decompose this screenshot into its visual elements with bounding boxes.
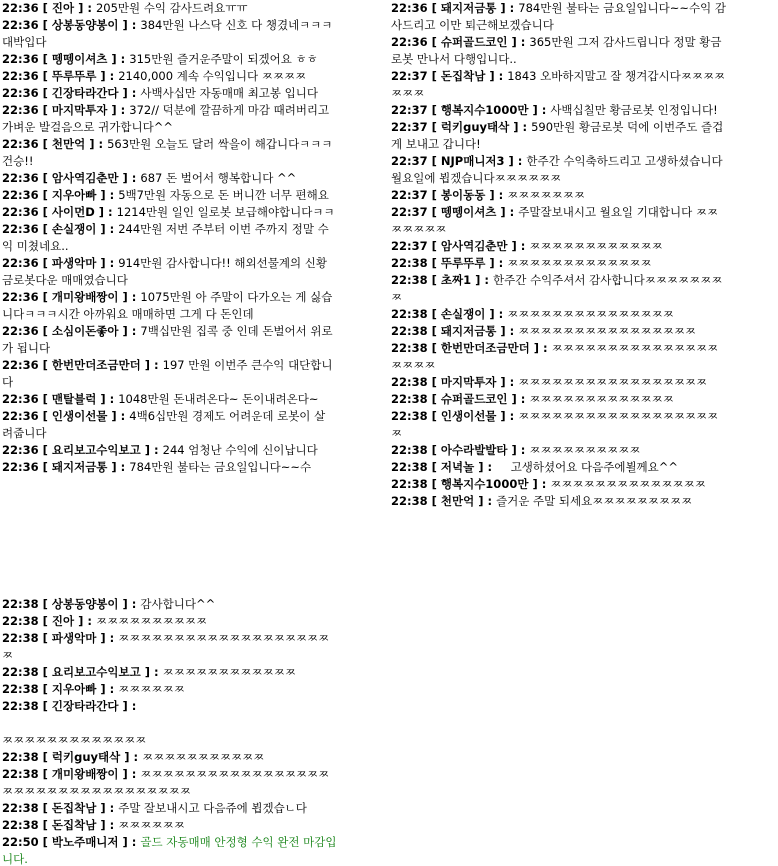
message-username: 봉이동동 — [440, 188, 486, 202]
chat-message-header: 22:36 [ 뗑뗑이셔츠 ] : — [2, 52, 130, 66]
message-text: ㅉㅉㅉㅉㅉㅉㅉㅉㅉㅉㅉㅉㅉㅉㅉㅉㅉㅉㅉㅉ — [2, 631, 330, 662]
message-text: ㅉㅉㅉㅉㅉㅉ — [118, 818, 185, 832]
message-username: 진아 — [51, 1, 75, 15]
message-text: 784만원 불타는 금요일입니다~~수 — [129, 460, 312, 474]
message-text: 고생하셨어요 다음주에뵐께요^^ — [496, 460, 679, 474]
message-text: 914만원 감사합니다!! 해외선물계의 신황금로봇다운 매매였습니다 — [2, 256, 327, 287]
chat-message-header: 22:38 [ 지우아빠 ] : — [2, 682, 119, 696]
message-time: 22:36 — [391, 35, 428, 49]
chat-log-panel-2 — [389, 0, 727, 528]
chat-message — [0, 289, 336, 323]
chat-message — [0, 630, 340, 664]
message-time: 22:38 — [391, 273, 428, 287]
chat-message — [0, 204, 336, 221]
chat-message — [0, 221, 336, 255]
chat-message-header: 22:37 [ 럭키guy태삭 ] : — [391, 120, 532, 134]
chat-message-header: 22:36 [ 암사역김춘만 ] : — [2, 171, 141, 185]
chat-message — [0, 817, 340, 834]
message-username: 요리보고수익보고 — [51, 443, 141, 457]
message-username: 파생악마 — [51, 256, 97, 270]
chat-message-header: 22:38 [ 진아 ] : — [2, 614, 96, 628]
chat-log-panel-3 — [0, 596, 340, 866]
chat-message — [0, 596, 340, 613]
message-time: 22:38 — [2, 631, 39, 645]
chat-message-header: 22:37 [ 암사역김춘만 ] : — [391, 239, 530, 253]
message-time: 22:36 — [2, 1, 39, 15]
message-username: 뗑뗑이셔츠 — [440, 205, 497, 219]
message-time: 22:36 — [2, 52, 39, 66]
chat-message-header: 22:38 [ 행복지수1000만 ] : — [391, 477, 551, 491]
chat-message — [0, 85, 336, 102]
chat-message — [0, 681, 340, 698]
chat-message-header: 22:36 [ 돼지저금통 ] : — [2, 460, 130, 474]
chat-message-header: 22:36 [ 상봉동양봉이 ] : — [2, 18, 141, 32]
message-username: 요리보고수익보고 — [51, 665, 141, 679]
message-username: 긴장타라간다 — [51, 86, 119, 100]
message-text: 315만원 즐거운주말이 되겠어요 ㅎㅎ — [129, 52, 318, 66]
message-username: 마지막투자 — [440, 375, 497, 389]
chat-message-header: 22:38 [ 손실쟁이 ] : — [391, 307, 508, 321]
message-text: 5백7만원 자동으로 돈 버니깐 너무 편해요 — [118, 188, 329, 202]
message-time: 22:38 — [391, 477, 428, 491]
message-time: 22:36 — [2, 324, 39, 338]
message-text: 2140,000 계속 수익입니다 ㅉㅉㅉㅉ — [118, 69, 307, 83]
chat-message-header: 22:36 [ 개미왕배짱이 ] : — [2, 290, 141, 304]
message-text: 1214만원 일인 일로봇 보급해야합니다ㅋㅋ — [116, 205, 335, 219]
message-time: 22:37 — [391, 69, 428, 83]
message-username: 행복지수1000만 — [440, 103, 529, 117]
message-text: ㅉㅉㅉㅉㅉㅉㅉㅉㅉㅉㅉㅉㅉ — [529, 392, 674, 406]
chat-message-header: 22:38 [ 슈퍼골드코인 ] : — [391, 392, 530, 406]
chat-message — [0, 698, 340, 749]
message-username: 손실쟁이 — [440, 307, 486, 321]
message-time: 22:38 — [391, 443, 428, 457]
message-username: 인생이선물 — [440, 409, 497, 423]
message-username: 럭키guy태삭 — [51, 750, 121, 764]
chat-message — [389, 476, 727, 493]
chat-message — [389, 34, 727, 68]
message-time: 22:38 — [391, 494, 428, 508]
chat-message-header: 22:36 [ 손실쟁이 ] : — [2, 222, 119, 236]
chat-message-header: 22:50 [ 박노주매니저 ] : — [2, 835, 141, 849]
message-time: 22:38 — [391, 256, 428, 270]
chat-message — [0, 800, 340, 817]
chat-message-header: 22:38 [ 상봉동양봉이 ] : — [2, 597, 141, 611]
chat-message-header: 22:38 [ 개미왕배짱이 ] : — [2, 767, 141, 781]
message-text: ㅉㅉㅉㅉㅉㅉㅉㅉㅉㅉㅉ — [142, 750, 265, 764]
chat-message — [389, 187, 727, 204]
message-time: 22:37 — [391, 188, 428, 202]
chat-message — [389, 153, 727, 187]
chat-message-header: 22:38 [ 긴장타라간다 ] : — [2, 699, 141, 713]
message-time: 22:36 — [2, 222, 39, 236]
chat-message — [0, 68, 336, 85]
chat-message — [0, 408, 336, 442]
chat-message-header: 22:37 [ 행복지수1000만 ] : — [391, 103, 551, 117]
chat-message-header: 22:38 [ 아수라발발타 ] : — [391, 443, 530, 457]
chat-message-header: 22:38 [ 한번만더조금만더 ] : — [391, 341, 552, 355]
chat-message — [389, 272, 727, 306]
message-username: 개미왕배짱이 — [51, 290, 119, 304]
chat-message — [389, 255, 727, 272]
message-time: 22:37 — [391, 103, 428, 117]
message-text: ㅉㅉㅉㅉㅉㅉㅉㅉㅉㅉㅉㅉㅉ — [2, 733, 147, 747]
message-time: 22:36 — [2, 290, 39, 304]
message-username: 천만억 — [51, 137, 86, 151]
message-username: 돼지저금통 — [51, 460, 108, 474]
message-time: 22:36 — [2, 171, 39, 185]
message-text: 784만원 불타는 금요일입니다~~수익 감사드리고 이만 퇴근해보겠습니다 — [391, 1, 727, 32]
message-username: 초짜1 — [440, 273, 472, 287]
message-username: 한번만더조금만더 — [51, 358, 141, 372]
chat-message — [389, 459, 727, 476]
message-text: ㅉㅉㅉㅉㅉㅉㅉㅉㅉㅉㅉㅉㅉㅉㅉㅉㅉㅉㅉ — [391, 341, 719, 372]
message-time: 22:36 — [2, 460, 39, 474]
chat-message-header: 22:38 [ 요리보고수익보고 ] : — [2, 665, 163, 679]
message-text: 687 돈 벌어서 행복합니다 ^^ — [140, 171, 297, 185]
message-username: 긴장타라간다 — [51, 699, 119, 713]
message-username: 파생악마 — [51, 631, 97, 645]
message-text: ㅉㅉㅉㅉㅉㅉㅉㅉㅉㅉㅉㅉㅉㅉ — [550, 477, 706, 491]
chat-message — [0, 255, 336, 289]
message-time: 22:37 — [391, 239, 428, 253]
chat-message-header: 22:37 [ 돈집착남 ] : — [391, 69, 508, 83]
message-text: 197 만원 이번주 큰수익 대단합니다 — [2, 358, 333, 389]
message-text: ㅉㅉㅉㅉㅉㅉㅉ — [507, 188, 585, 202]
message-text: 372// 덕분에 깔끔하게 마감 때려버리고 가벼운 발걸음으로 귀가합니다^^ — [2, 103, 333, 134]
message-time: 22:50 — [2, 835, 39, 849]
chat-message-header: 22:38 [ 돈집착남 ] : — [2, 801, 119, 815]
chat-message — [389, 340, 727, 374]
chat-message — [389, 306, 727, 323]
chat-message — [0, 136, 336, 170]
chat-message — [389, 238, 727, 255]
message-time: 22:36 — [2, 205, 39, 219]
chat-message-header: 22:36 [ 뚜루뚜루 ] : — [2, 69, 119, 83]
message-time: 22:37 — [391, 205, 428, 219]
chat-message — [389, 408, 727, 442]
message-username: 인생이선물 — [51, 409, 108, 423]
message-time: 22:38 — [2, 750, 39, 764]
message-username: 지우아빠 — [51, 682, 97, 696]
chat-message — [0, 442, 336, 459]
message-text: 골드 자동매매 안정형 수익 완전 마감입니다. — [2, 835, 337, 866]
chat-message-header: 22:38 [ 저녁놀 ] : — [391, 460, 497, 474]
message-text: 한주간 수익축하드리고 고생하셨습니다 월요일에 뵙겠습니다ㅉㅉㅉㅉㅉㅉ — [391, 154, 727, 185]
chat-message — [0, 170, 336, 187]
chat-message-header: 22:38 [ 마지막투자 ] : — [391, 375, 519, 389]
message-username: 사이먼D — [51, 205, 95, 219]
chat-message — [389, 391, 727, 408]
message-time: 22:37 — [391, 120, 428, 134]
chat-message-header: 22:36 [ 긴장타라간다 ] : — [2, 86, 141, 100]
chat-message — [389, 442, 727, 459]
chat-message-header: 22:36 [ 맨탈블럭 ] : — [2, 392, 119, 406]
message-username: 천만억 — [440, 494, 475, 508]
chat-message-header: 22:38 [ 천만억 ] : — [391, 494, 497, 508]
message-time: 22:36 — [2, 18, 39, 32]
chat-message — [389, 493, 727, 510]
message-username: 저녁놀 — [440, 460, 475, 474]
message-username: 뚜루뚜루 — [51, 69, 97, 83]
message-text: 205만원 수익 감사드려요ㅠㅠ — [95, 1, 248, 15]
message-text: ㅉㅉㅉㅉㅉㅉ — [118, 682, 185, 696]
message-time: 22:36 — [2, 103, 39, 117]
message-text: ㅉㅉㅉㅉㅉㅉㅉㅉㅉㅉㅉㅉㅉㅉㅉㅉㅉ — [518, 375, 708, 389]
chat-message — [0, 102, 336, 136]
message-text: 1048만원 돈내려온다~ 돈이내려온다~ — [118, 392, 319, 406]
message-username: 슈퍼골드코인 — [440, 35, 508, 49]
chat-message-header: 22:36 [ 인생이선물 ] : — [2, 409, 130, 423]
message-text: 244 엄청난 수익에 신이납니다 — [162, 443, 318, 457]
message-time: 22:38 — [2, 818, 39, 832]
message-text: 590만원 황금로봇 덕에 이번주도 즐겁게 보내고 갑니다! — [391, 120, 724, 151]
message-username: 돈집착남 — [51, 801, 97, 815]
message-username: 마지막투자 — [51, 103, 108, 117]
message-time: 22:38 — [391, 307, 428, 321]
message-text: ㅉㅉㅉㅉㅉㅉㅉㅉㅉㅉ — [529, 443, 641, 457]
message-username: 한번만더조금만더 — [440, 341, 530, 355]
message-text: 244만원 저번 주부터 이번 주까지 정말 수익 미쳤네요.. — [2, 222, 329, 253]
message-time: 22:38 — [2, 699, 39, 713]
message-time: 22:38 — [2, 767, 39, 781]
chat-message — [389, 374, 727, 391]
chat-message-header: 22:36 [ 돼지저금통 ] : — [391, 1, 519, 15]
chat-message-header: 22:38 [ 돼지저금통 ] : — [391, 324, 519, 338]
chat-message — [0, 613, 340, 630]
message-time: 22:38 — [391, 341, 428, 355]
message-username: 암사역김춘만 — [51, 171, 119, 185]
message-text: ㅉㅉㅉㅉㅉㅉㅉㅉㅉㅉㅉㅉㅉㅉㅉㅉㅉㅉㅉㅉㅉㅉㅉㅉㅉㅉㅉㅉㅉㅉㅉㅉㅉㅉ — [2, 767, 330, 798]
chat-message-header: 22:36 [ 천만억 ] : — [2, 137, 108, 151]
message-time: 22:37 — [391, 154, 428, 168]
message-time: 22:38 — [391, 409, 428, 423]
message-username: 뚜루뚜루 — [440, 256, 486, 270]
chat-message — [0, 51, 336, 68]
message-text: ㅉㅉㅉㅉㅉㅉㅉㅉㅉㅉㅉㅉㅉㅉㅉ — [507, 307, 674, 321]
message-time: 22:36 — [2, 86, 39, 100]
message-username: 박노주매니저 — [51, 835, 119, 849]
message-text: 7백십만원 집콕 중 인데 돈벌어서 위로가 됩니다 — [2, 324, 333, 355]
message-username: 럭키guy태삭 — [440, 120, 510, 134]
chat-message — [389, 0, 727, 34]
chat-message — [0, 187, 336, 204]
message-username: 행복지수1000만 — [440, 477, 529, 491]
message-text: ㅉㅉㅉㅉㅉㅉㅉㅉㅉㅉㅉㅉ — [162, 665, 296, 679]
message-text: 주말잘보내시고 월요일 기대합니다 ㅉㅉㅉㅉㅉㅉㅉ — [391, 205, 719, 236]
message-text: 563만원 오늘도 달러 싹을이 해갑니다ㅋㅋㅋ건승!! — [2, 137, 333, 168]
message-username: NJP매니저3 — [440, 154, 505, 168]
message-text: ㅉㅉㅉㅉㅉㅉㅉㅉㅉㅉㅉㅉㅉㅉㅉㅉ — [518, 324, 697, 338]
message-time: 22:36 — [2, 392, 39, 406]
message-username: 돼지저금통 — [440, 1, 497, 15]
message-text: 1843 오바하지말고 잘 챙겨갑시다ㅉㅉㅉㅉㅉㅉㅉ — [391, 69, 726, 100]
message-text: 감사합니다^^ — [140, 597, 216, 611]
chat-message-header: 22:38 [ 뚜루뚜루 ] : — [391, 256, 508, 270]
message-time: 22:36 — [2, 256, 39, 270]
message-text: ㅉㅉㅉㅉㅉㅉㅉㅉㅉㅉㅉㅉㅉㅉㅉㅉㅉㅉㅉ — [391, 409, 719, 440]
chat-message-header: 22:36 [ 사이먼D ] : — [2, 205, 117, 219]
message-username: 개미왕배짱이 — [51, 767, 119, 781]
chat-message — [0, 766, 340, 800]
chat-message — [0, 323, 336, 357]
message-username: 소심이돈좋아 — [51, 324, 119, 338]
message-time: 22:38 — [391, 324, 428, 338]
chat-message-header: 22:36 [ 소심이돈좋아 ] : — [2, 324, 141, 338]
message-username: 돈집착남 — [440, 69, 486, 83]
chat-message — [389, 68, 727, 102]
chat-message — [0, 0, 336, 17]
message-time: 22:38 — [391, 392, 428, 406]
message-text: 365만원 그저 감사드립니다 정말 황금로봇 만나서 다행입니다.. — [391, 35, 722, 66]
message-time: 22:38 — [391, 375, 428, 389]
message-time: 22:38 — [2, 801, 39, 815]
message-text: ㅉㅉㅉㅉㅉㅉㅉㅉㅉㅉㅉㅉ — [529, 239, 663, 253]
chat-message-header: 22:37 [ 뗑뗑이셔츠 ] : — [391, 205, 519, 219]
message-username: 상봉동양봉이 — [51, 18, 119, 32]
message-username: 아수라발발타 — [440, 443, 508, 457]
chat-message-header: 22:36 [ 진아 ] : — [2, 1, 96, 15]
message-text: 즐거운 주말 되세요ㅉㅉㅉㅉㅉㅉㅉㅉㅉ — [496, 494, 693, 508]
message-username: 상봉동양봉이 — [51, 597, 119, 611]
chat-message — [0, 749, 340, 766]
chat-message — [389, 119, 727, 153]
message-time: 22:38 — [2, 614, 39, 628]
message-username: 암사역김춘만 — [440, 239, 508, 253]
chat-message-header: 22:37 [ 봉이동동 ] : — [391, 188, 508, 202]
chat-message-header: 22:38 [ 파생악마 ] : — [2, 631, 119, 645]
message-time: 22:36 — [2, 137, 39, 151]
message-time: 22:36 — [2, 69, 39, 83]
message-time: 22:38 — [391, 460, 428, 474]
message-time: 22:38 — [2, 665, 39, 679]
chat-message-header: 22:38 [ 초짜1 ] : — [391, 273, 493, 287]
message-text: 384만원 나스닥 신호 다 챙겼네ㅋㅋㅋ대박입다 — [2, 18, 333, 49]
chat-message-header: 22:36 [ 요리보고수익보고 ] : — [2, 443, 163, 457]
chat-message — [389, 204, 727, 238]
message-text: 주말 잘보내시고 다음쥬에 뵙겠습ㄴ다 — [118, 801, 307, 815]
message-username: 뗑뗑이셔츠 — [51, 52, 108, 66]
message-time: 22:36 — [391, 1, 428, 15]
message-time: 22:36 — [2, 358, 39, 372]
message-username: 슈퍼골드코인 — [440, 392, 508, 406]
chat-message — [0, 459, 336, 476]
chat-message-header: 22:36 [ 마지막투자 ] : — [2, 103, 130, 117]
message-username: 맨탈블럭 — [51, 392, 97, 406]
message-text: ㅉㅉㅉㅉㅉㅉㅉㅉㅉㅉ — [95, 614, 208, 628]
chat-message-header: 22:38 [ 돈집착남 ] : — [2, 818, 119, 832]
chat-message — [0, 17, 336, 51]
message-time: 22:38 — [2, 682, 39, 696]
chat-message-header: 22:36 [ 한번만더조금만더 ] : — [2, 358, 163, 372]
chat-message — [0, 834, 340, 866]
message-username: 진아 — [51, 614, 75, 628]
chat-message — [0, 357, 336, 391]
chat-message-header: 22:36 [ 지우아빠 ] : — [2, 188, 119, 202]
message-text: 4백6십만원 경제도 어려운데 로봇이 살려줍니다 — [2, 409, 326, 440]
chat-message-header: 22:37 [ NJP매니저3 ] : — [391, 154, 527, 168]
message-time: 22:36 — [2, 188, 39, 202]
chat-message — [0, 664, 340, 681]
message-time: 22:38 — [2, 597, 39, 611]
chat-message — [0, 391, 336, 408]
chat-log-panel-1 — [0, 0, 336, 528]
message-time: 22:36 — [2, 443, 39, 457]
message-username: 손실쟁이 — [51, 222, 97, 236]
chat-message-header: 22:38 [ 럭키guy태삭 ] : — [2, 750, 143, 764]
chat-message — [389, 102, 727, 119]
message-text: 한주간 수익주셔서 감사합니다ㅉㅉㅉㅉㅉㅉㅉㅉ — [391, 273, 723, 304]
message-text: 1075만원 아 주말이 다가오는 게 싫습니다ㅋㅋㅋ시간 아까워요 매매하면 그게 다 돈인데 — [2, 290, 333, 321]
message-username: 지우아빠 — [51, 188, 97, 202]
chat-message-header: 22:36 [ 파생악마 ] : — [2, 256, 119, 270]
message-time: 22:36 — [2, 409, 39, 423]
chat-message — [389, 323, 727, 340]
message-text: ㅉㅉㅉㅉㅉㅉㅉㅉㅉㅉㅉㅉㅉ — [507, 256, 652, 270]
message-text: 사백사십만 자동매매 최고봉 입니다 — [140, 86, 319, 100]
chat-message-header: 22:38 [ 인생이선물 ] : — [391, 409, 519, 423]
chat-message-header: 22:36 [ 슈퍼골드코인 ] : — [391, 35, 530, 49]
message-text: 사백십칠만 황금로봇 인정입니다! — [550, 103, 718, 117]
message-username: 돼지저금통 — [440, 324, 497, 338]
message-username: 돈집착남 — [51, 818, 97, 832]
